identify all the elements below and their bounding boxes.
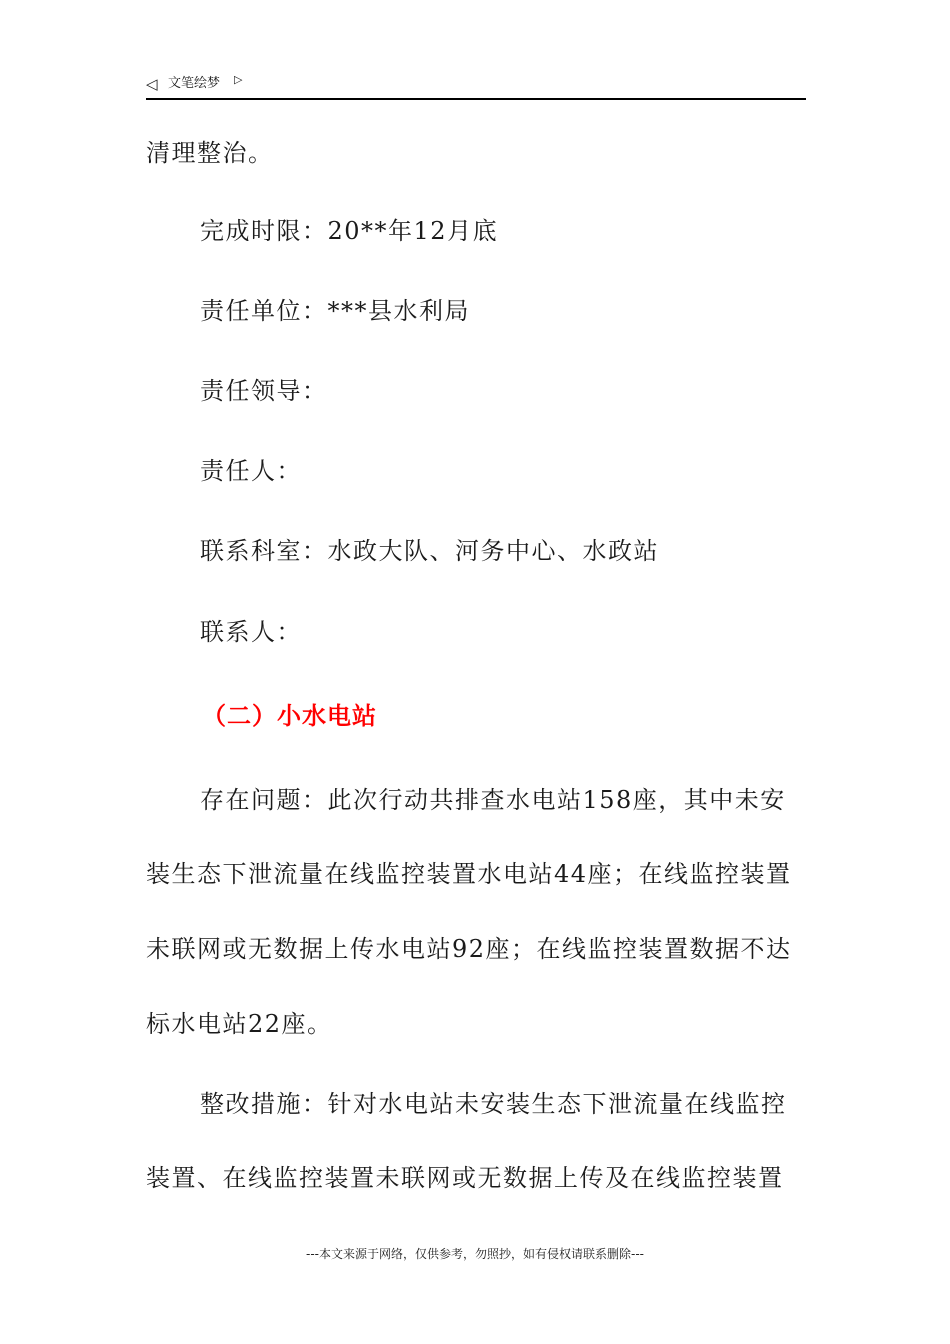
page-header <box>146 72 806 100</box>
paragraph-line: 责任人： <box>200 457 302 485</box>
paragraph-line: 清理整治。 <box>146 139 274 167</box>
header-title: 文笔绘梦 <box>168 76 221 91</box>
paragraph-line: 联系科室：水政大队、河务中心、水政站 <box>200 537 659 565</box>
section-heading: （二）小水电站 <box>202 702 377 730</box>
paragraph-line: 装置、在线监控装置未联网或无数据上传及在线监控装置 <box>146 1164 784 1192</box>
paragraph-line: 未联网或无数据上传水电站92座；在线监控装置数据不达 <box>146 935 792 963</box>
paragraph-line: 完成时限：20**年12月底 <box>200 217 499 245</box>
left-triangle-icon: ◁ <box>146 75 158 93</box>
paragraph-line: 标水电站22座。 <box>146 1010 333 1038</box>
right-triangle-icon: ▷ <box>234 73 243 86</box>
paragraph-line: 存在问题：此次行动共排查水电站158座，其中未安 <box>200 786 786 814</box>
paragraph-line: 装生态下泄流量在线监控装置水电站44座；在线监控装置 <box>146 860 792 888</box>
paragraph-line: 整改措施：针对水电站未安装生态下泄流量在线监控 <box>200 1090 787 1118</box>
paragraph-line: 责任单位：***县水利局 <box>200 297 470 325</box>
footer-disclaimer: ---本文来源于网络，仅供参考，勿照抄，如有侵权请联系删除--- <box>306 1247 644 1261</box>
paragraph-line: 责任领导： <box>200 377 328 405</box>
paragraph-line: 联系人： <box>200 618 302 646</box>
